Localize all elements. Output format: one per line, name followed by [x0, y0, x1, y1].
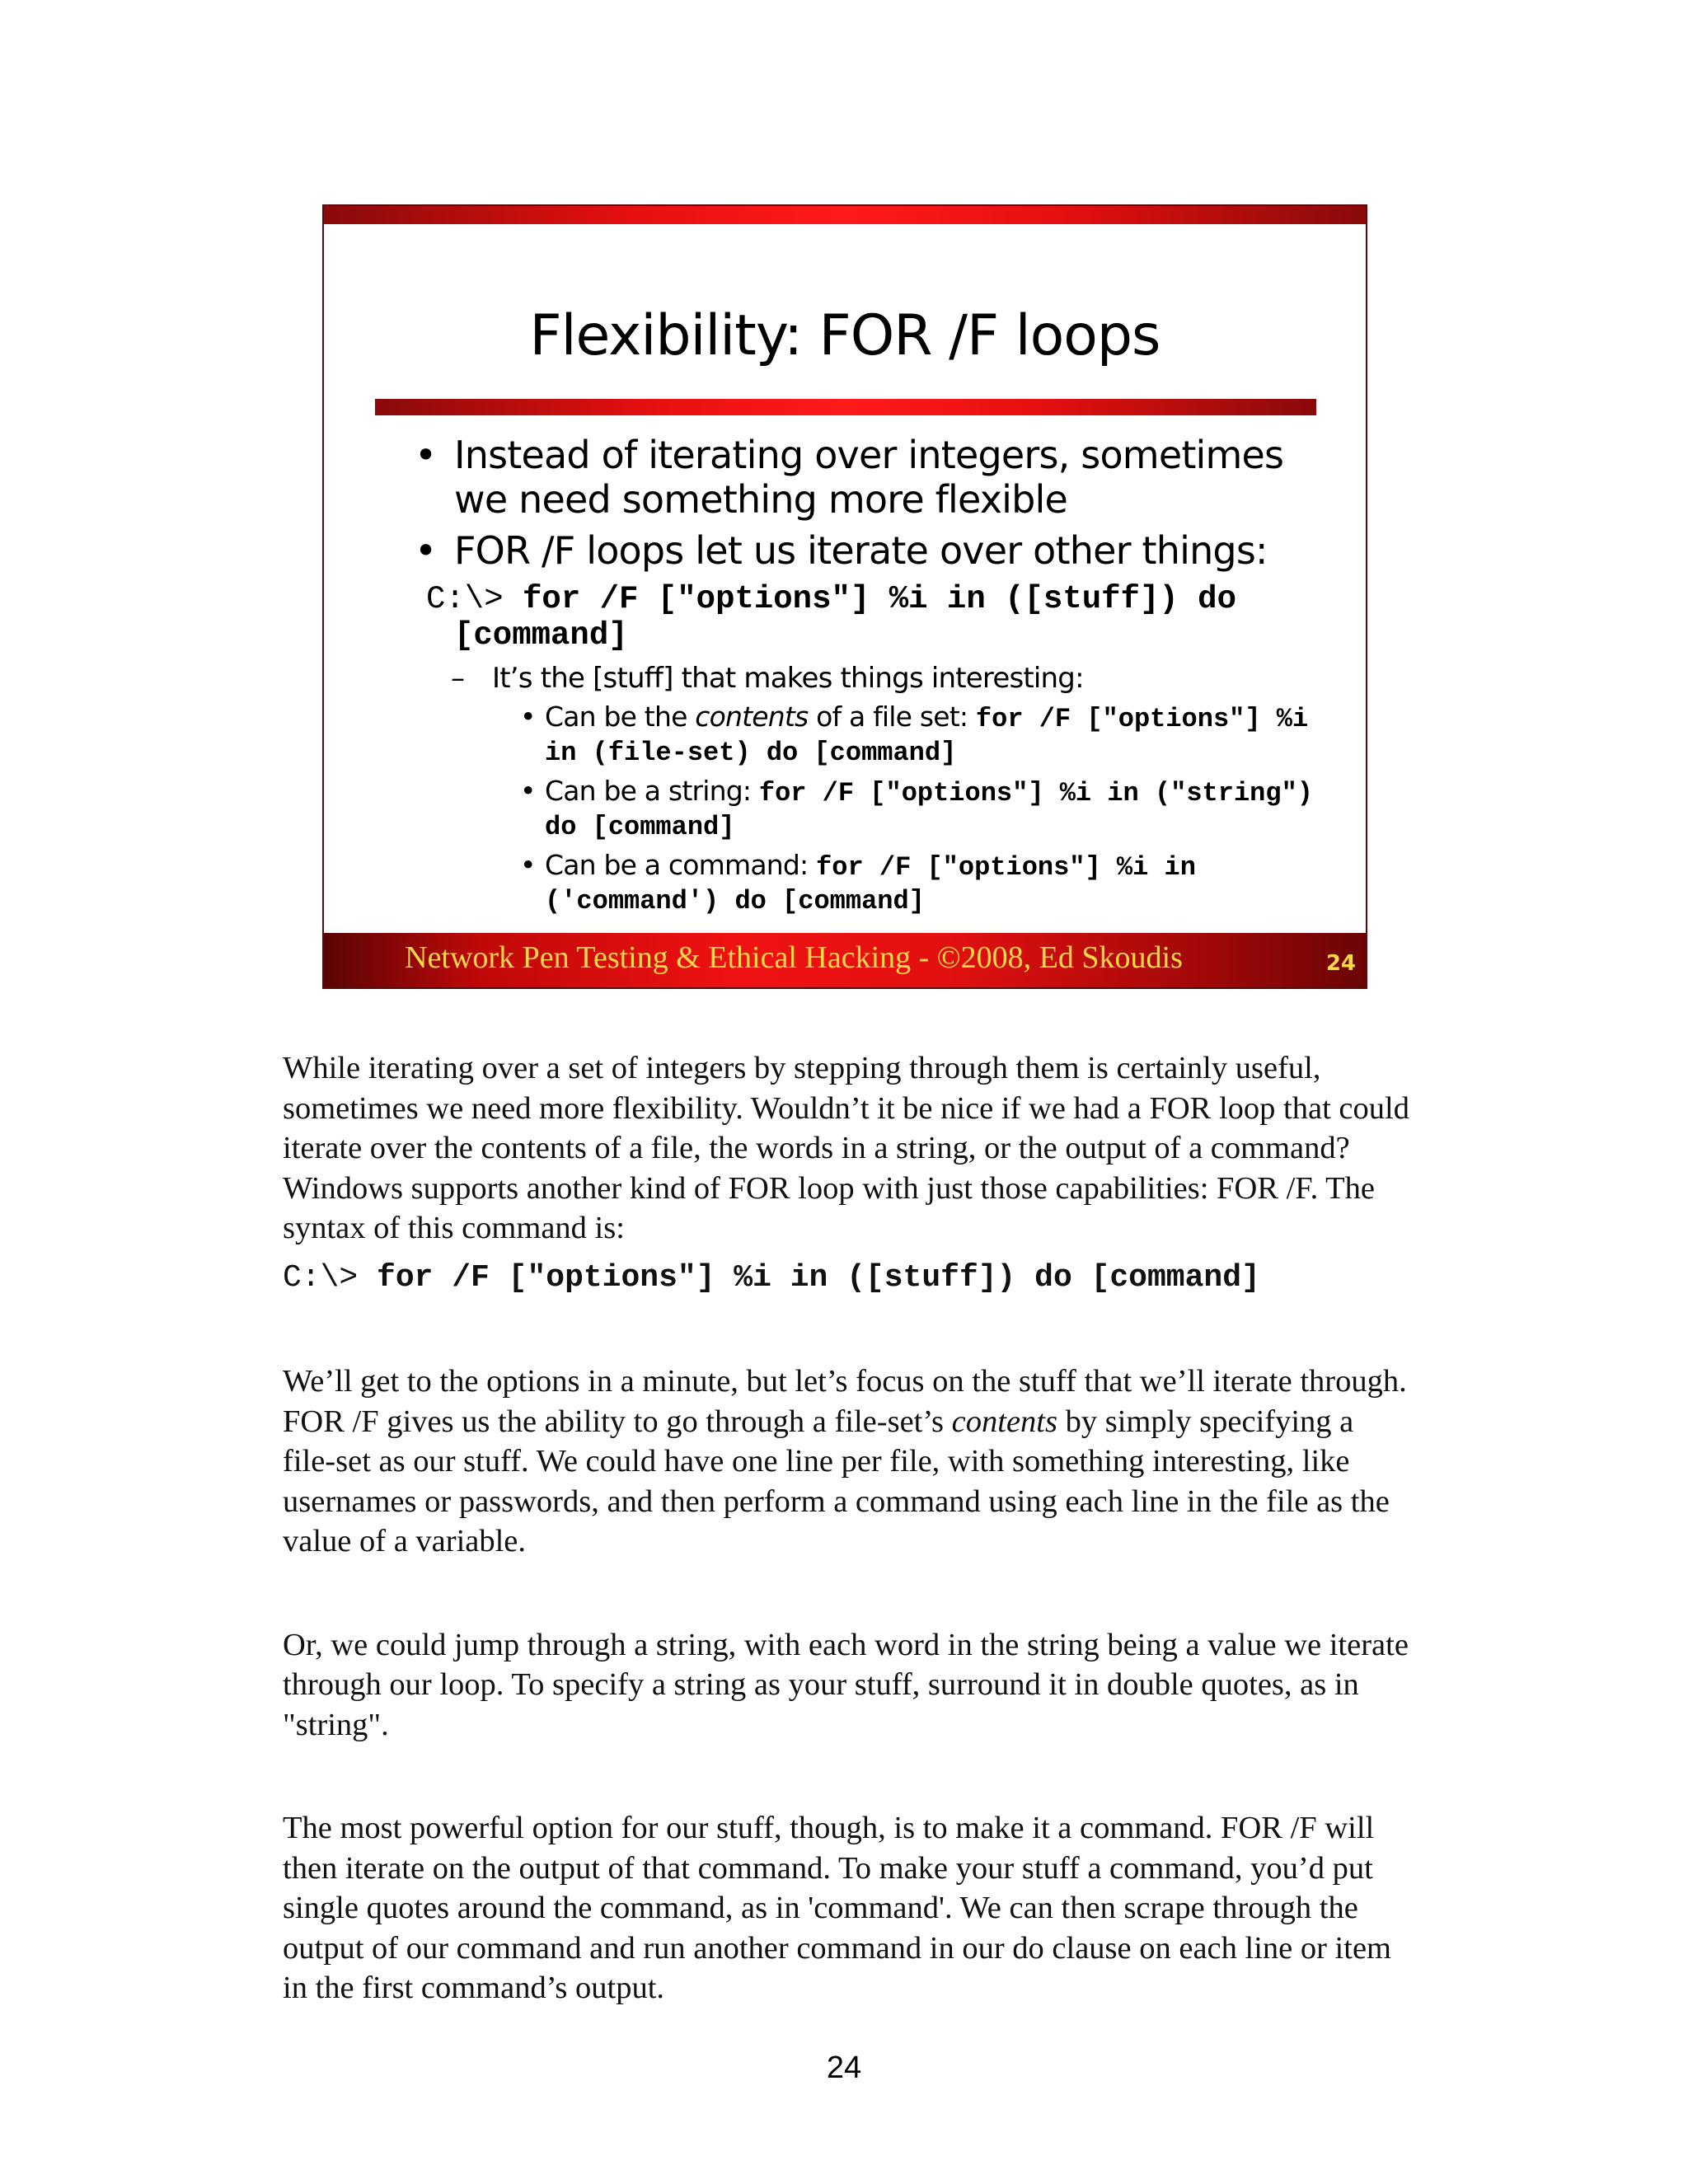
dash-icon: –	[451, 662, 465, 695]
sub-sub-bullet	[415, 850, 1338, 917]
command-prompt: C:\>	[283, 1259, 359, 1296]
bullet-item	[415, 433, 1338, 522]
bullet-item	[415, 528, 1338, 573]
item-label: Can be a string:	[545, 775, 759, 807]
bullet-dot-icon: •	[415, 528, 437, 573]
item-label-before: Can be the	[545, 701, 696, 733]
bullet-dot-icon: •	[520, 775, 536, 807]
slide-footer	[324, 933, 1366, 987]
paragraph	[283, 1361, 1412, 1562]
paragraph: The most powerful option for our stuff, though, is to make it a command. FOR /F will then iterate on the output of that command. To make your stuff a command, you’d put single quotes around the command, as in 'command'. We can then scrape through the output of our command and run another command in our do clause on each line or item in the first command’s output.	[283, 1811, 1391, 2005]
bullet-dot-icon: •	[520, 701, 536, 733]
body-text	[283, 1048, 1412, 2008]
slide-number: 24	[1325, 951, 1356, 976]
body-command	[283, 1258, 1412, 1299]
paragraph: Or, we could jump through a string, with each word in the string being a value we iterate through our loop. To specify a string as your stuff, surround it in double quotes, as in "string".	[283, 1627, 1409, 1742]
item-label-em: contents	[695, 701, 809, 733]
bullet-text: FOR /F loops let us iterate over other things:	[454, 528, 1268, 573]
bullet-dot-icon: •	[520, 849, 536, 881]
item-code: for /F ["options"] %i in ("string") do [command]	[545, 778, 1313, 842]
item-code: for /F ["options"] %i in (file-set) do [command]	[545, 704, 1309, 768]
para-text: by simply specifying a file-set as our stuff. We could have one line per file, with something interesting, like usernames or passwords, and then perform a command using each line in the file as the value of a variable.	[283, 1404, 1390, 1558]
bullet-text: Instead of iterating over integers, sometimes we need something more flexible	[454, 433, 1284, 522]
slide-command	[415, 581, 1338, 654]
command-prompt: C:\>	[426, 581, 504, 617]
slide-top-bar	[324, 206, 1366, 224]
command-code: for /F ["options"] %i in ([stuff]) do [command]	[454, 581, 1236, 654]
slide-title: Flexibility: FOR /F loops	[529, 303, 1160, 368]
paragraph: While iterating over a set of integers by stepping through them is certainly useful, sometimes we need more flexibility. Wouldn’t it be nice if we had a FOR loop that could iterate over the contents of a file, the words in a string, or the output of a command? Windows supports another kind of FOR loop with just those capabilities: FOR /F. The syntax of this command is:	[283, 1051, 1409, 1245]
footer-text: Network Pen Testing & Ethical Hacking - ©2008, Ed Skoudis	[405, 940, 1183, 975]
para-emphasis: contents	[951, 1404, 1057, 1439]
command-code: for /F ["options"] %i in ([stuff]) do [command]	[377, 1259, 1260, 1296]
slide	[322, 204, 1367, 989]
sub-sub-bullet	[415, 776, 1338, 843]
bullet-dot-icon: •	[415, 433, 437, 477]
sub-bullet	[415, 662, 1338, 695]
page-number: 24	[826, 2050, 862, 2085]
item-code: for /F ["options"] %i in ('command') do [command]	[545, 852, 1196, 916]
title-rule	[375, 399, 1316, 415]
item-label: Can be a command:	[545, 849, 817, 881]
item-label-after: of a file set:	[808, 701, 976, 733]
sub-sub-bullet	[415, 701, 1338, 769]
para-text: We’ll get to the options in a minute, but let’s focus on the stuff that we’ll iterate through. FOR /F gives us the ability to go through a file-set’s	[283, 1364, 1407, 1439]
slide-bullets	[415, 433, 1338, 917]
sub-bullet-text: It’s the [stuff] that makes things interesting:	[492, 662, 1084, 695]
